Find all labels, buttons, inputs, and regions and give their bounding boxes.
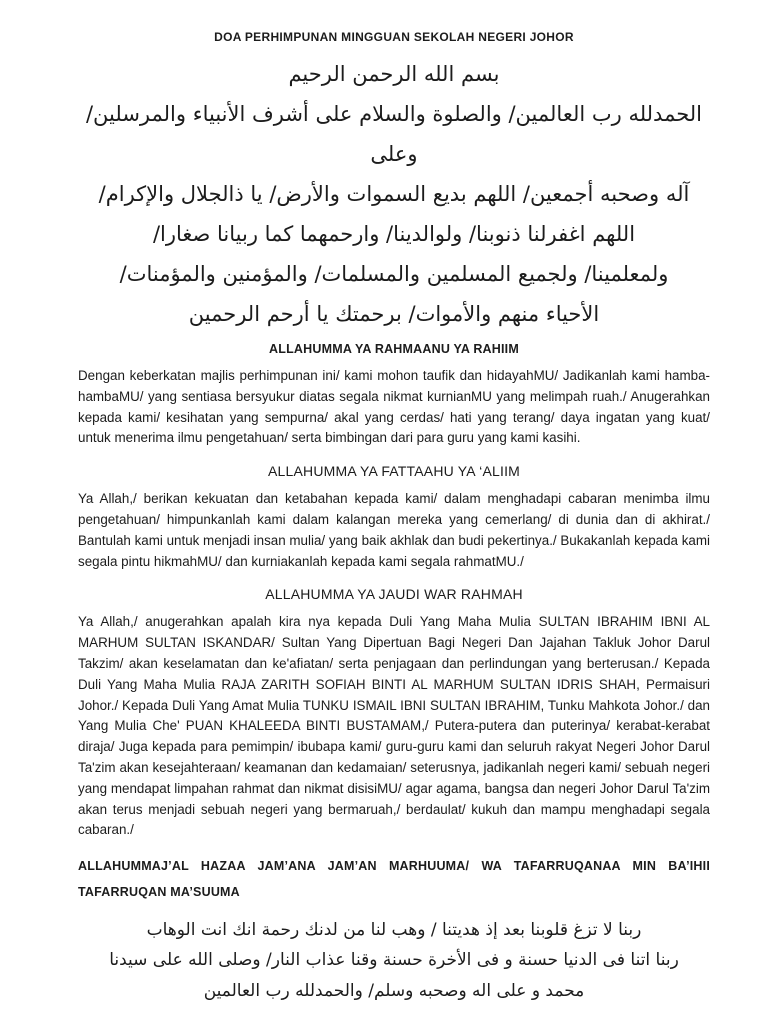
document-title: DOA PERHIMPUNAN MINGGUAN SEKOLAH NEGERI JOHOR xyxy=(214,30,574,44)
arabic-opening-line: آله وصحبه أجمعين/ اللهم بديع السموات والأرض/ يا ذالجلال والإكرام/ xyxy=(98,182,690,206)
closing-arabic-line: ربنا لا تزغ قلوبنا بعد إذ هديتنا / وهب لنا من لدنك رحمة انك انت الوهاب xyxy=(146,920,642,941)
closing-arabic-line: محمد و على اله وصحبه وسلم/ والحمدلله رب العالمين xyxy=(203,981,585,1002)
arabic-opening-line: الحمدلله رب العالمين/ والصلوة والسلام على أشرف الأنبياء والمرسلين/ وعلى xyxy=(85,102,703,166)
section-heading: ALLAHUMMA YA FATTAAHU YA ‘ALIIM xyxy=(267,463,521,480)
section-paragraph: Ya Allah,/ anugerahkan apalah kira nya kepada Duli Yang Maha Mulia SULTAN IBRAHIM IBNI AL MARHUM SULTAN ISKANDAR/ Sultan Yang Dipertuan Bagi Negeri Dan Jajahan Takluk Johor Darul Takzim/ akan keselamatan dan ke'afiatan/ serta penjagaan dan perlindungan yang berterusan./ Kepada Duli Yang Maha Mulia RAJA ZARITH SOFIAH BINTI AL MARHUM SULTAN IDRIS SHAH, Permaisuri Johor./ Kepada Duli Yang Amat Mulia TUNKU ISMAIL IBNI SULTAN IBRAHIM, Tunku Mahkota Johor./ dan Yang Mulia Che' PUAN KHALEEDA BINTI BUSTAMAM,/ Putera-putera dan puterinya/ kerabat-kerabat diraja/ Juga kepada para pemimpin/ ibubapa kami/ guru-guru kami dan seluruh rakyat Negeri Johor Darul Ta'zim akan kesejahteraan/ keamanan dan kedamaian/ seterusnya, jadikanlah negeri kami/ sebuah negeri yang mendapat limpahan rahmat dan nikmat disisiMU/ agar agama, bangsa dan negeri Johor Darul Ta'zim akan terus menjadi sebuah negeri yang bermaruah,/ berdaulat/ kukuh dan mampu menghadapi segala cabaran./ xyxy=(78,614,710,838)
section-paragraph: Ya Allah,/ berikan kekuatan dan ketabahan kepada kami/ dalam menghadapi cabaran menimba ilmu pengetahuan/ himpunkanlah kami dalam kalangan mereka yang cemerlang/ di dunia dan di akhirat./ Bantulah kami untuk menjadi insan mulia/ yang baik akhlak dan budi pekertinya./ Bukakanlah kepada kami segala pintu hikmahMU/ dan kurniakanlah kepada kami segala rahmatMU./ xyxy=(78,491,710,569)
closing-arabic-line: ربنا اتنا فى الدنيا حسنة و فى الأخرة حسنة وقنا عذاب النار/ وصلى الله على سيدنا xyxy=(109,950,679,971)
arabic-opening-line: الأحياء منهم والأموات/ برحمتك يا أرحم الرحمين xyxy=(188,302,600,326)
closing-heading: ALLAHUMMAJ’AL HAZAA JAM’ANA JAM’AN MARHUUMA/ WA TAFARRUQANAA MIN BA’IHII TAFARRUQAN MA’SUUMA xyxy=(78,859,710,900)
section-heading: ALLAHUMMA YA JAUDI WAR RAHMAH xyxy=(265,586,523,603)
section-paragraph: Dengan keberkatan majlis perhimpunan ini/ kami mohon taufik dan hidayahMU/ Jadikanlah kami hamba-hambaMU/ yang sentiasa bersyukur diatas segala nikmat kurnianMU yang melimpah ruah./ Anugerahkan kepada kami/ kesihatan yang sempurna/ akal yang cerdas/ hati yang terang/ daya ingatan yang kuat/ untuk menerima ilmu pengetahuan/ serta bimbingan dari para guru yang kami kasihi. xyxy=(78,368,710,446)
section-heading: ALLAHUMMA YA RAHMAANU YA RAHIIM xyxy=(269,342,519,356)
arabic-opening-line: اللهم اغفرلنا ذنوبنا/ ولوالدينا/ وارحمهما كما ربيانا صغارا/ xyxy=(152,222,636,246)
closing-block xyxy=(78,853,710,1007)
closing-arabic-block xyxy=(78,945,710,1007)
section-fattaahu xyxy=(78,463,710,572)
bismillah-line: بسم الله الرحمن الرحيم xyxy=(288,62,500,86)
section-jaudi xyxy=(78,586,710,841)
arabic-opening-line: ولمعلمينا/ ولجميع المسلمين والمسلمات/ والمؤمنين والمؤمنات/ xyxy=(119,262,669,286)
section-rahmaanu xyxy=(78,342,710,449)
arabic-opening-block xyxy=(78,54,710,334)
